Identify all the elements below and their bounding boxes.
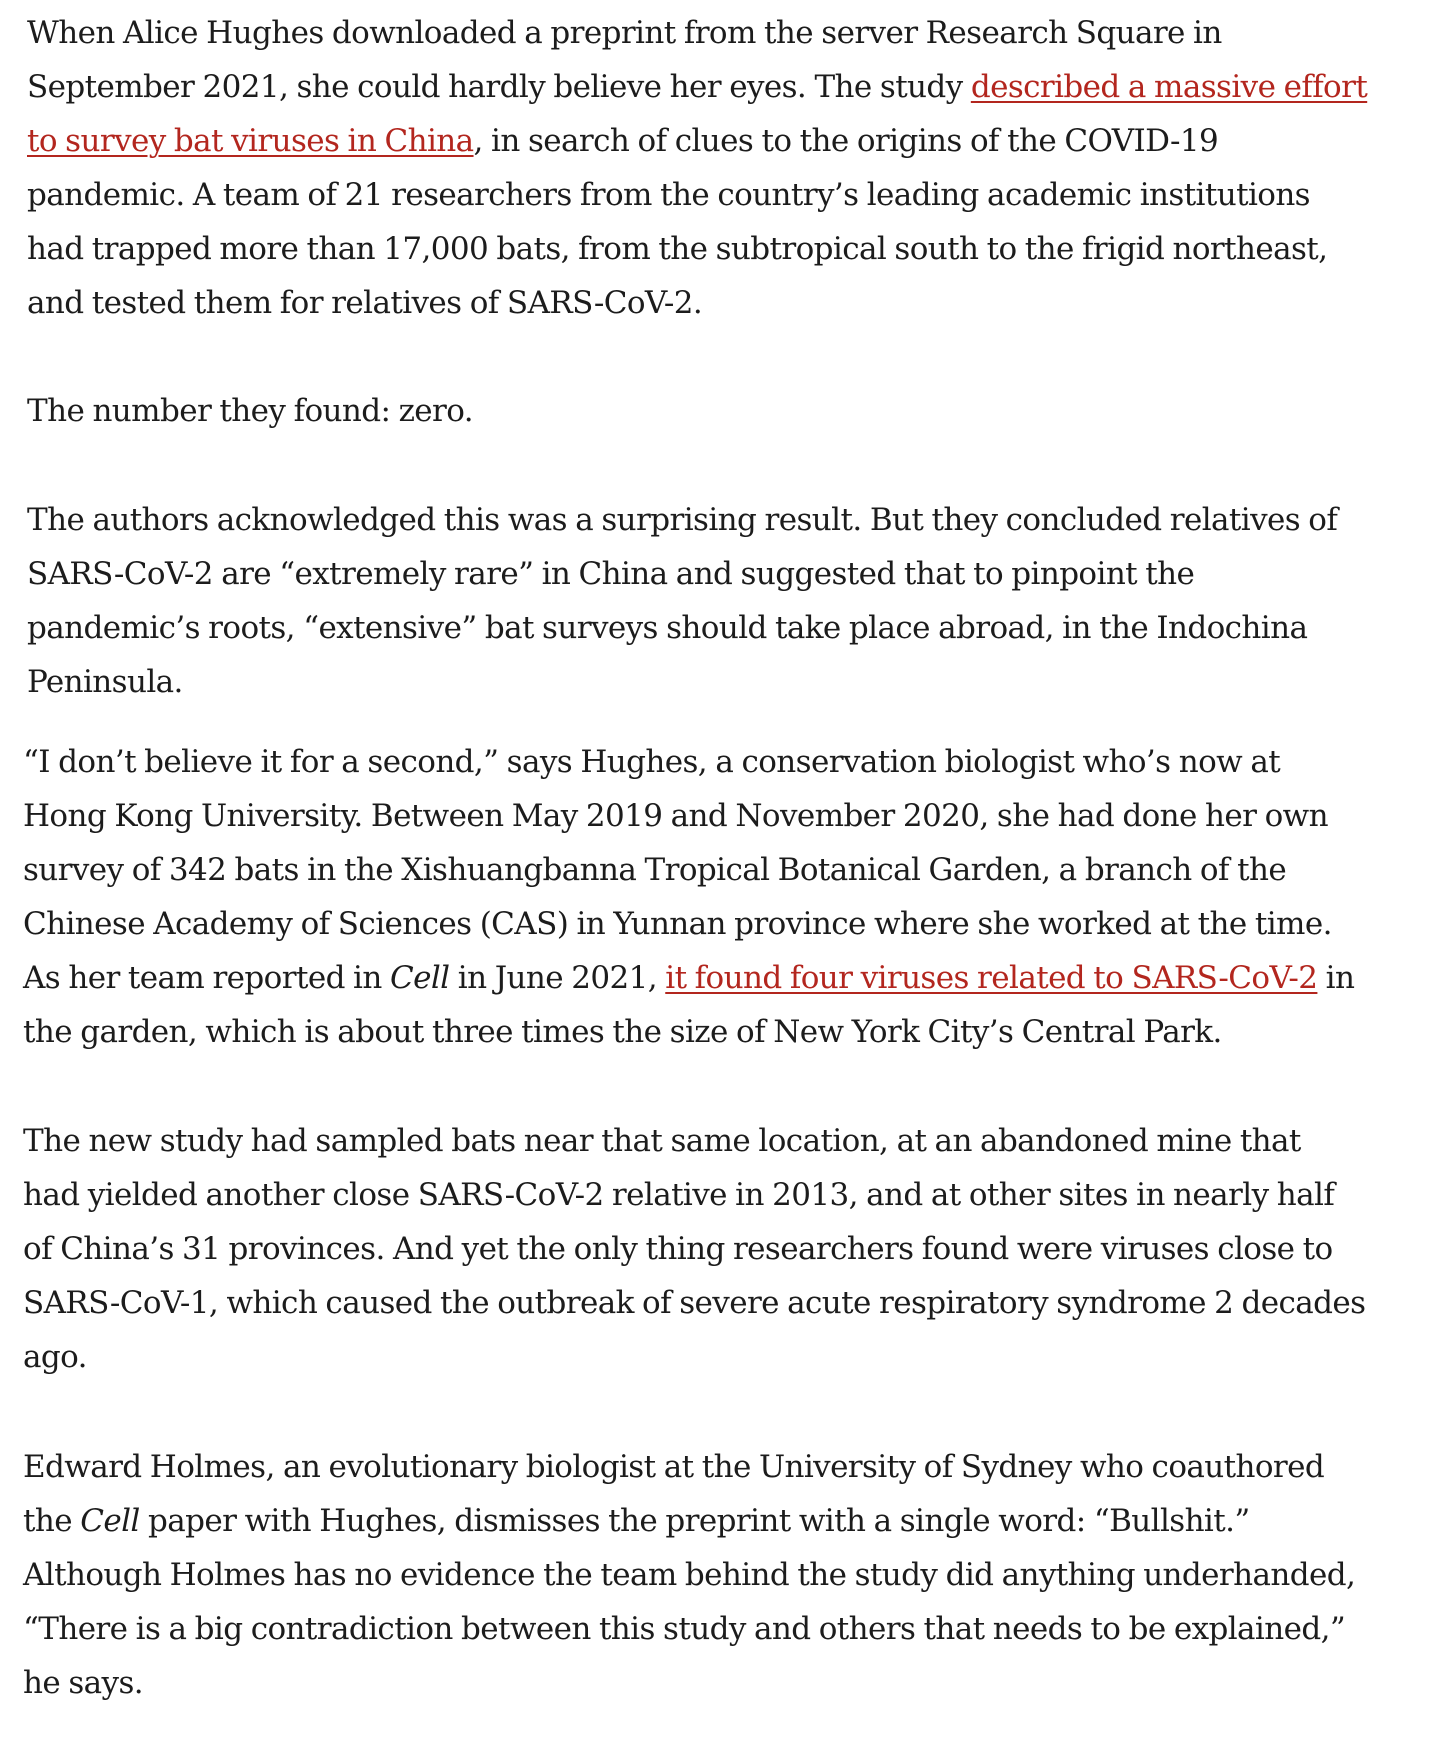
text-segment: paper with Hughes, dismisses the preprint with a single word: “Bullshit.”	[139, 1503, 1250, 1539]
text-line	[27, 60, 1367, 114]
text-line: had yielded another close SARS-CoV-2 relative in 2013, and at other sites in nearly half	[23, 1177, 1335, 1213]
text-segment: the	[23, 1503, 81, 1539]
text-line: of China’s 31 provinces. And yet the only thing researchers found were viruses close to	[23, 1231, 1333, 1267]
text-line	[27, 114, 1367, 168]
text-line: SARS-CoV-1, which caused the outbreak of severe acute respiratory syndrome 2 decades	[23, 1285, 1366, 1321]
text-line: The number they found: zero.	[27, 393, 474, 429]
text-segment: , in search of clues to the origins of the COVID-19	[473, 123, 1219, 159]
text-line	[23, 951, 1354, 1005]
text-line: he says.	[23, 1665, 144, 1701]
text-line: the garden, which is about three times the size of New York City’s Central Park.	[23, 1014, 1222, 1050]
text-line: Although Holmes has no evidence the team behind the study did anything underhanded,	[23, 1557, 1356, 1593]
text-line: Edward Holmes, an evolutionary biologist at the University of Sydney who coauthored	[23, 1449, 1325, 1485]
text-line: When Alice Hughes downloaded a preprint from the server Research Square in	[27, 15, 1222, 51]
text-line	[23, 1494, 1355, 1548]
text-line: ago.	[23, 1339, 87, 1375]
paragraph-zero	[27, 384, 473, 438]
text-line: survey of 342 bats in the Xishuangbanna Tropical Botanical Garden, a branch of the	[23, 852, 1287, 888]
text-segment: As her team reported in	[23, 960, 390, 996]
text-line: Hong Kong University. Between May 2019 and November 2020, she had done her own	[23, 798, 1328, 834]
text-line: The new study had sampled bats near that same location, at an abandoned mine that	[23, 1123, 1301, 1159]
paragraph-intro	[27, 6, 1367, 330]
journal-title-cell: Cell	[80, 1503, 140, 1539]
paragraph-holmes	[23, 1440, 1355, 1710]
journal-title-cell: Cell	[390, 960, 450, 996]
link-bat-virus-survey-preprint[interactable]: described a massive effort	[970, 69, 1368, 105]
text-line: Chinese Academy of Sciences (CAS) in Yunnan province where she worked at the time.	[23, 906, 1332, 942]
text-segment: in	[1317, 960, 1355, 996]
text-line: pandemic’s roots, “extensive” bat surveys should take place abroad, in the Indochina	[27, 610, 1308, 646]
paragraph-hughes-quote	[23, 735, 1354, 1059]
text-line: Peninsula.	[27, 664, 183, 700]
text-line: “I don’t believe it for a second,” says Hughes, a conservation biologist who’s now at	[23, 744, 1281, 780]
text-segment: in June 2021,	[449, 960, 666, 996]
text-line: pandemic. A team of 21 researchers from the country’s leading academic institutions	[27, 177, 1310, 213]
link-bat-virus-survey-preprint-cont[interactable]: to survey bat viruses in China	[27, 123, 474, 159]
link-four-viruses-cell-paper[interactable]: it found four viruses related to SARS-CoV-2	[665, 960, 1318, 996]
paragraph-authors	[27, 493, 1337, 709]
paragraph-new-study	[23, 1114, 1366, 1384]
text-line: The authors acknowledged this was a surprising result. But they concluded relatives of	[27, 502, 1338, 538]
text-segment: September 2021, she could hardly believe her eyes. The study	[27, 69, 971, 105]
text-line: “There is a big contradiction between this study and others that needs to be explained,”	[23, 1611, 1346, 1647]
text-line: SARS-CoV-2 are “extremely rare” in China and suggested that to pinpoint the	[27, 556, 1195, 592]
text-line: and tested them for relatives of SARS-CoV-2.	[27, 285, 703, 321]
text-line: had trapped more than 17,000 bats, from the subtropical south to the frigid northeast,	[27, 231, 1328, 267]
